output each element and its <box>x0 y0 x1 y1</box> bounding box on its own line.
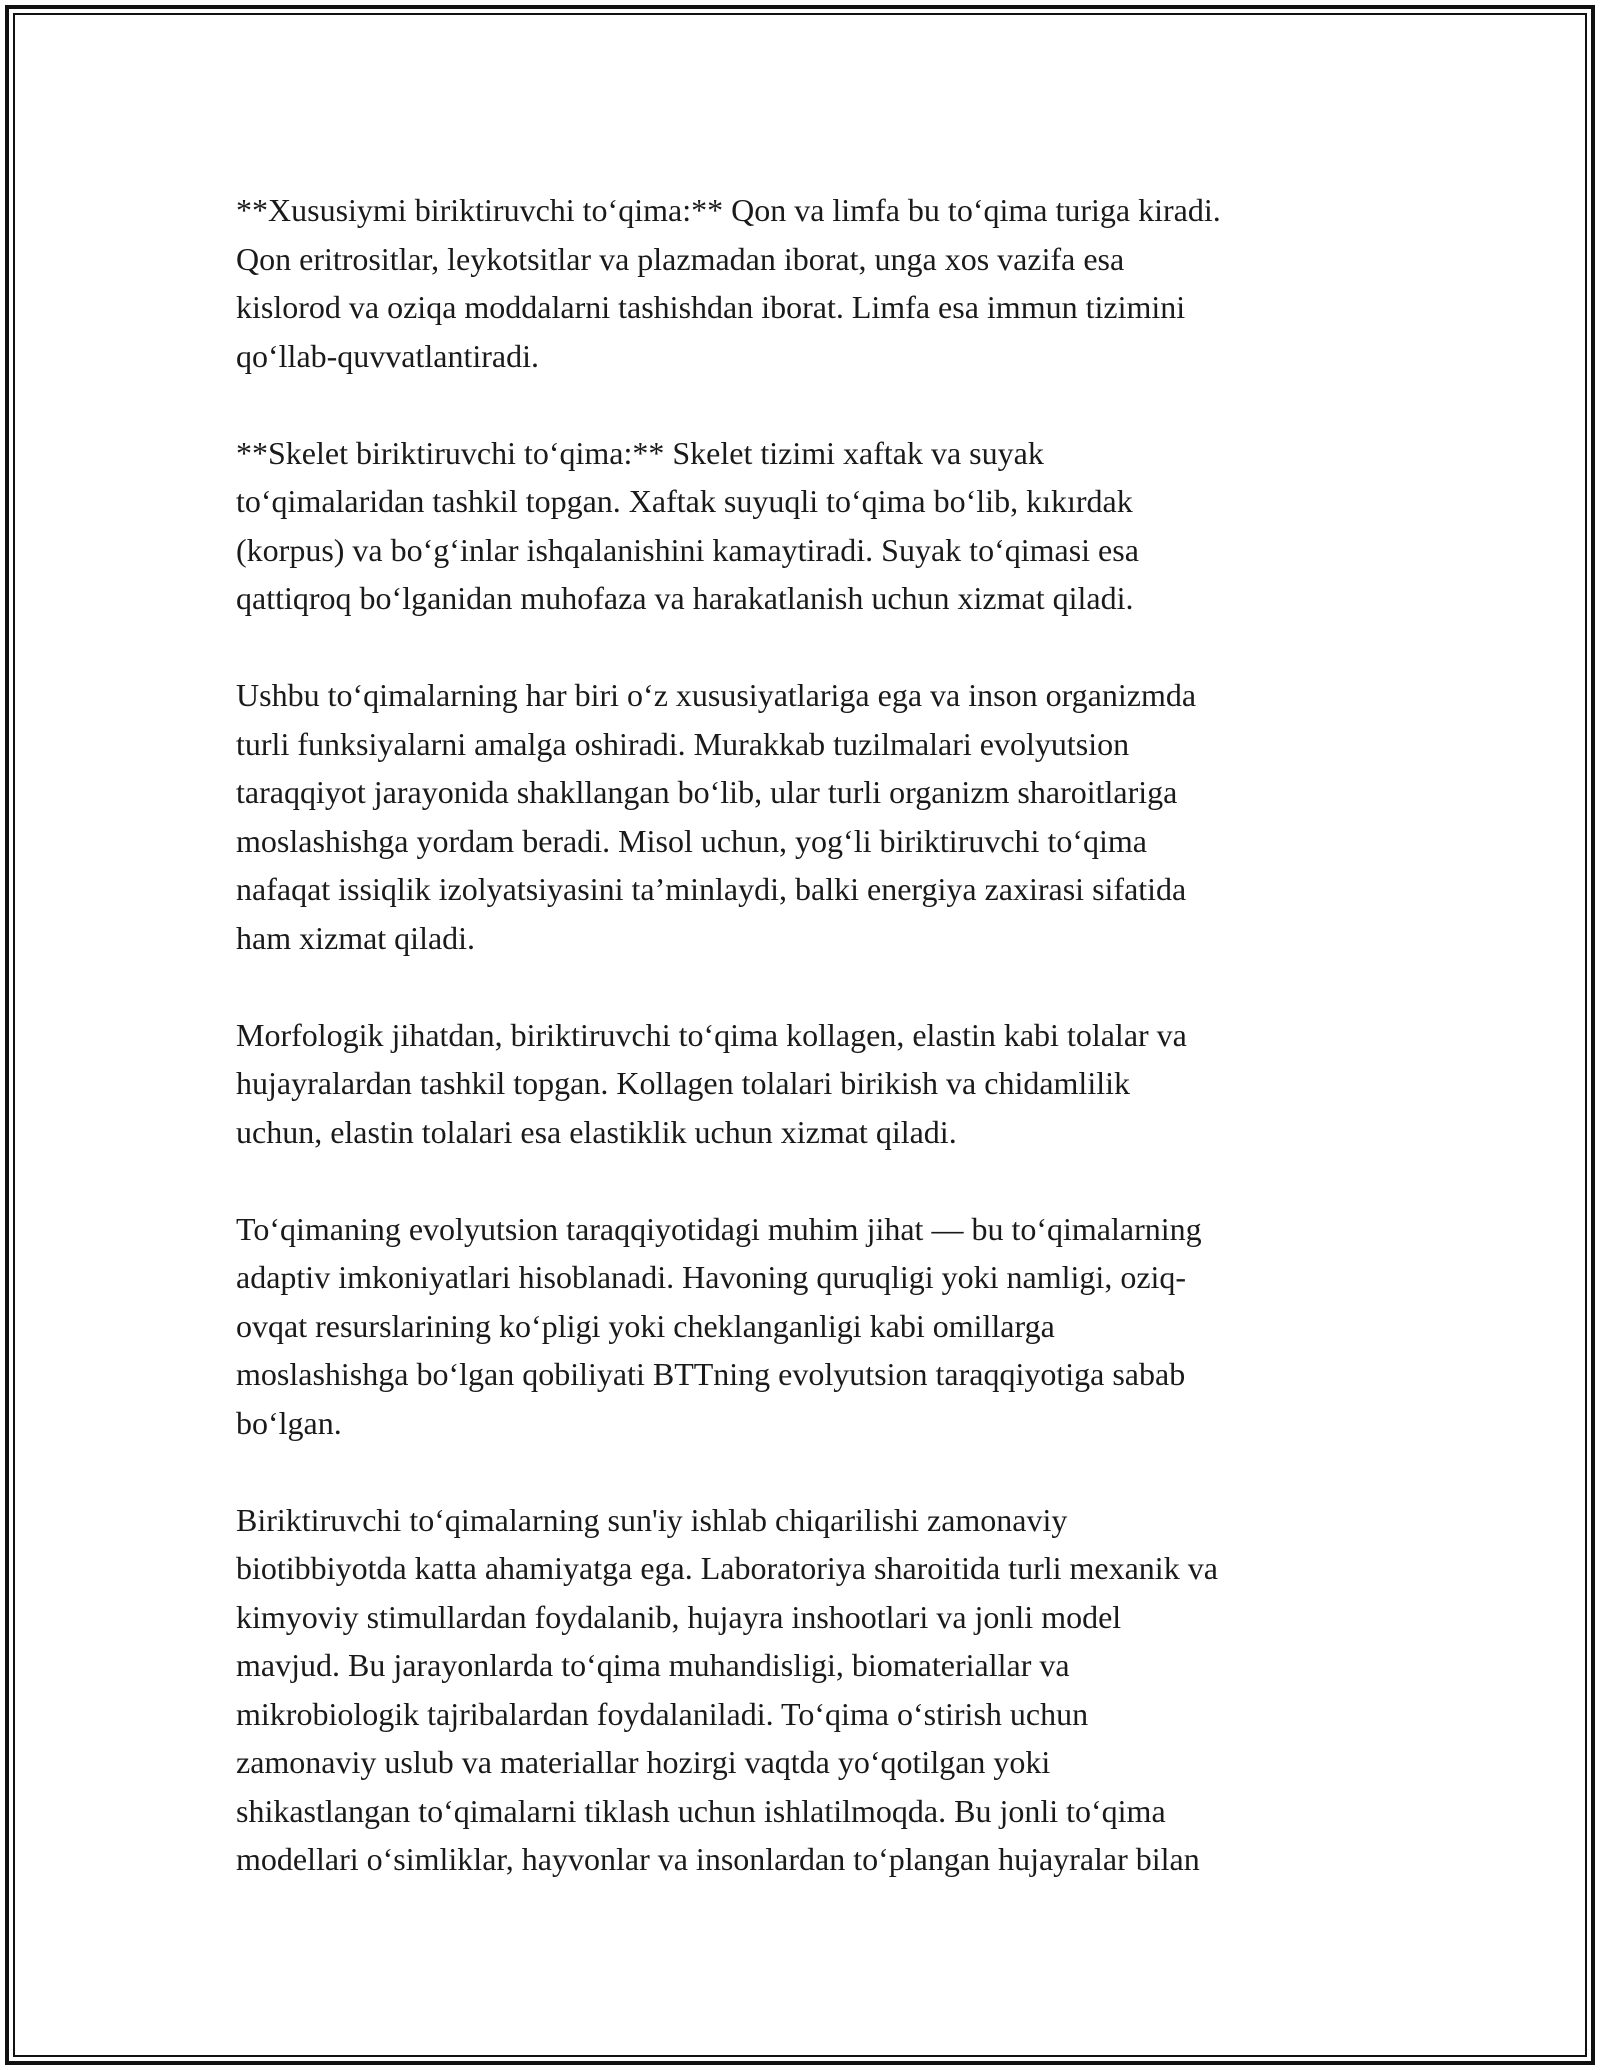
paragraph-connective-tissue-special: **Xususiymi biriktiruvchi to‘qima:** Qon va limfa bu to‘qima turiga kiradi. Qon eritrositlar, leykotsitlar va plazmadan iborat, unga xos vazifa esa kislorod va oziqa moddalarni tashishdan iborat. Limfa esa immun tizimini qo‘llab-quvvatlantiradi. <box>236 192 1221 374</box>
paragraph-artificial-tissue: Biriktiruvchi to‘qimalarning sun'iy ishlab chiqarilishi zamonaviy biotibbiyotda katta ahamiyatga ega. Laboratoriya sharoitida turli mexanik va kimyoviy stimullardan foydalanib, hujayra inshootlari va jonli model mavjud. Bu jarayonlarda to‘qima muhandisligi, biomateriallar va mikrobiologik tajribalardan foydalaniladi. To‘qima o‘stirish uchun zamonaviy uslub va materiallar hozirgi vaqtda yo‘qotilgan yoki shikastlangan to‘qimalarni tiklash uchun ishlatilmoqda. Bu jonli to‘qima modellari o‘simliklar, hayvonlar va insonlardan to‘plangan hujayralar bilan <box>236 1501 1218 1877</box>
paragraph-skeletal-tissue: **Skelet biriktiruvchi to‘qima:** Skelet tizimi xaftak va suyak to‘qimalaridan tashkil topgan. Xaftak suyuqli to‘qima bo‘lib, kıkırdak (korpus) va bo‘g‘inlar ishqalanishini kamaytiradi. Suyak to‘qimasi esa qattiqroq bo‘lganidan muhofaza va harakatlanish uchun xizmat qiladi. <box>236 434 1139 616</box>
document-body <box>236 186 1376 1884</box>
paragraph-tissue-functions: Ushbu to‘qimalarning har biri o‘z xususiyatlariga ega va inson organizmda turli funksiyalarni amalga oshiradi. Murakkab tuzilmalari evolyutsion taraqqiyot jarayonida shakllangan bo‘lib, ular turli organizm sharoitlariga moslashishga yordam beradi. Misol uchun, yog‘li biriktiruvchi to‘qima nafaqat issiqlik izolyatsiyasini ta’minlaydi, balki energiya zaxirasi sifatida ham xizmat qiladi. <box>236 677 1197 956</box>
paragraph-morphology: Morfologik jihatdan, biriktiruvchi to‘qima kollagen, elastin kabi tolalar va hujayralardan tashkil topgan. Kollagen tolalari birikish va chidamlilik uchun, elastin tolalari esa elastiklik uchun xizmat qiladi. <box>236 1016 1187 1150</box>
paragraph-evolution: To‘qimaning evolyutsion taraqqiyotidagi muhim jihat — bu to‘qimalarning adaptiv imkoniyatlari hisoblanadi. Havoning quruqligi yoki namligi, oziq- ovqat resurslarining ko‘pligi yoki cheklanganligi kabi omillarga moslashishga bo‘lgan qobiliyati BTTning evolyutsion taraqqiyotiga sabab bo‘lgan. <box>236 1210 1202 1441</box>
